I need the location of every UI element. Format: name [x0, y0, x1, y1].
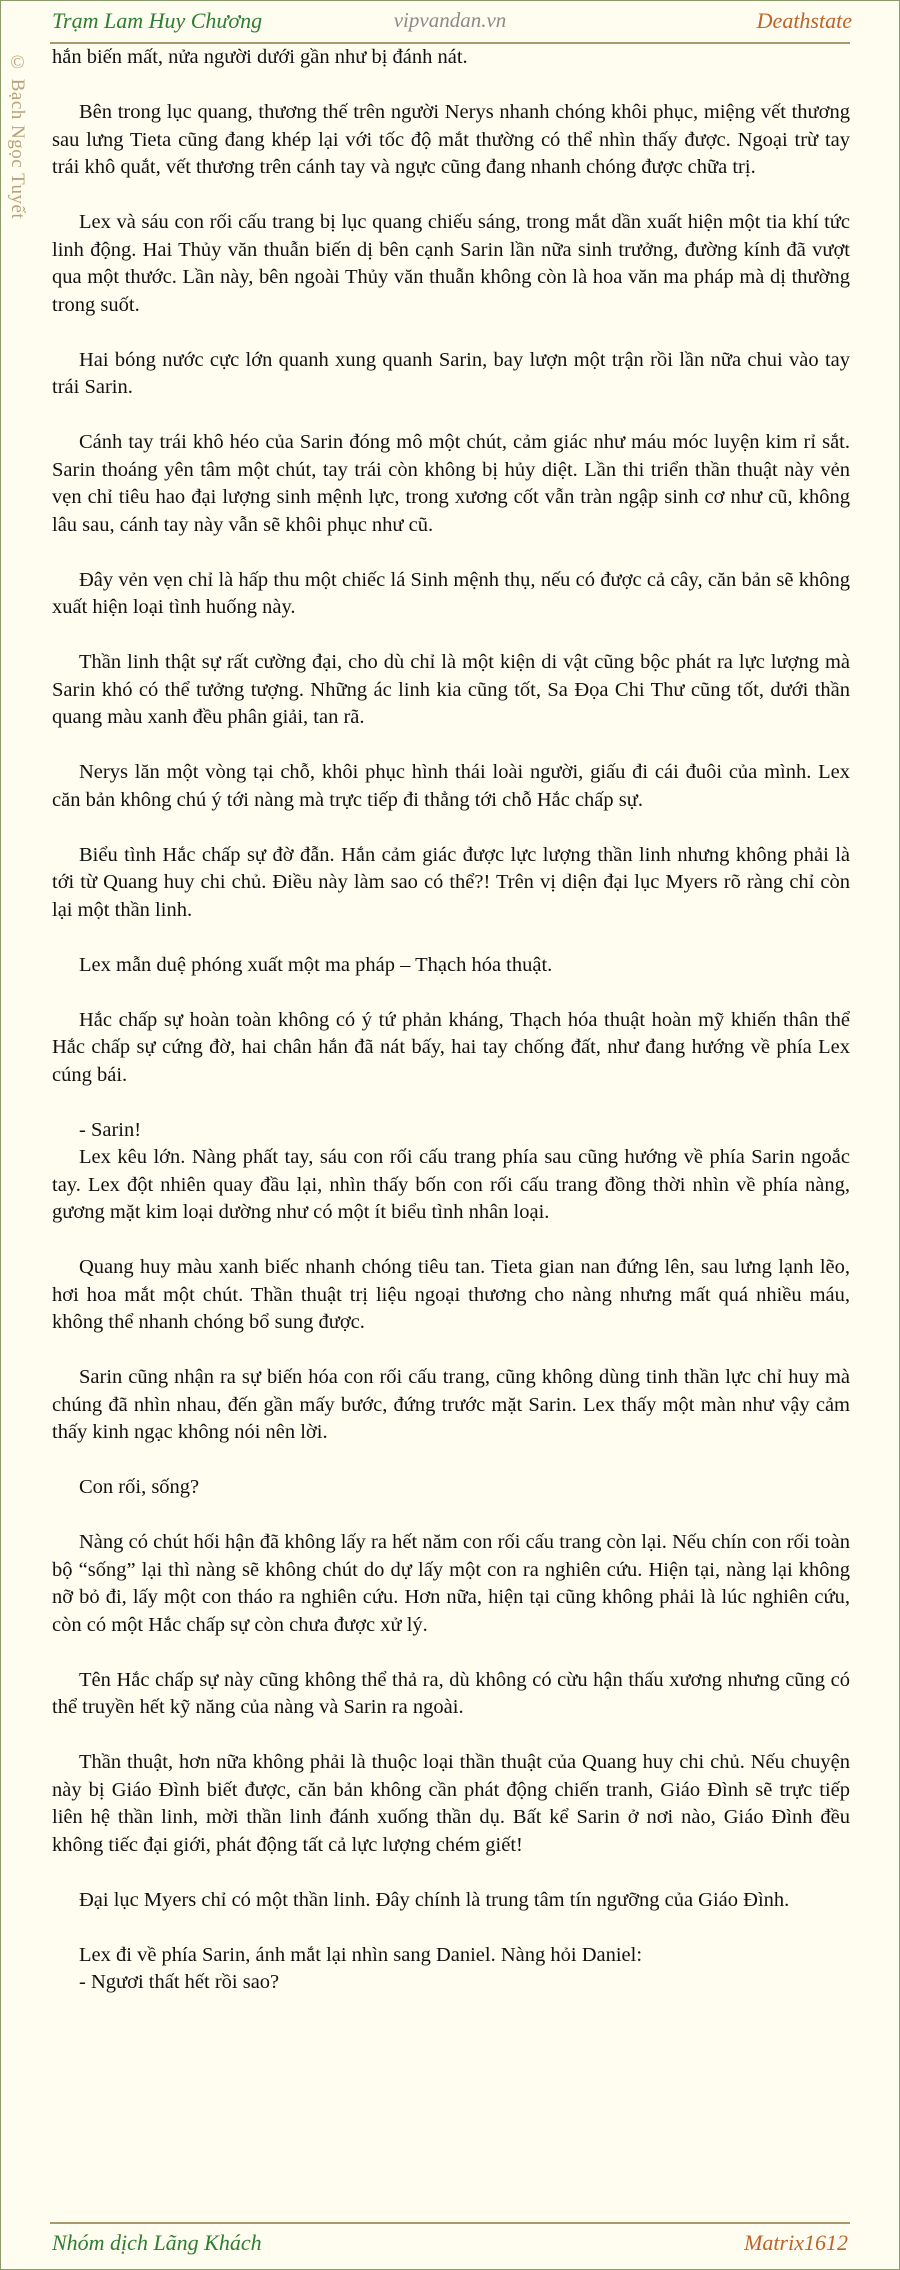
paragraph: Con rối, sống? [79, 1476, 200, 1498]
header-site-name: Trạm Lam Huy Chương [52, 8, 263, 33]
header-domain: vipvandan.vn [393, 8, 507, 32]
paragraph: Lex kêu lớn. Nàng phất tay, sáu con rối cấu trang phía sau cũng hướng về phía Sarin ngoắc tay. Lex đột nhiên quay đầu lại, nhìn thấy bốn con rối cấu trang đồng thời nhìn về phía nàng, gương mặt kim loại dường như có một ít biểu tình nhân loại. [52, 1146, 850, 1223]
paragraph: Biểu tình Hắc chấp sự đờ đẫn. Hắn cảm giác được lực lượng thần linh nhưng không phải là tới từ Quang huy chi chủ. Điều này làm sao có thể?! Trên vị diện đại lục Myers rõ ràng chỉ còn lại một thần linh. [52, 843, 850, 921]
paragraph: Lex mẫn duệ phóng xuất một ma pháp – Thạch hóa thuật. [79, 953, 553, 976]
paragraph: Nerys lăn một vòng tại chỗ, khôi phục hình thái loài người, giấu đi cái đuôi của mình. Lex căn bản không chú ý tới nàng mà trực tiếp đi thẳng tới chỗ Hắc chấp sự. [52, 761, 850, 811]
dialogue-line: - Ngươi thất hết rồi sao? [79, 1971, 280, 1993]
paragraph: Thần thuật, hơn nữa không phải là thuộc loại thần thuật của Quang huy chi chủ. Nếu chuyện này bị Giáo Đình biết được, căn bản không cần phát động chiến tranh, Giáo Đình sẽ trực tiếp liên hệ thần linh, mời thần linh đánh xuống thần dụ. Bất kể Sarin ở nơi nào, Giáo Đình đều không tiếc đại giới, phát động tất cả lực lượng chém giết! [52, 1751, 850, 1856]
header-book-title: Deathstate [756, 8, 852, 33]
paragraph: Nàng có chút hối hận đã không lấy ra hết năm con rối cấu trang còn lại. Nếu chín con rối toàn bộ “sống” lại thì nàng sẽ không chút do dự lấy một con ra nghiên cứu. Hiện tại, nàng lại không nỡ bỏ đi, lấy một con tháo ra nghiên cứu. Hơn nữa, hiện tại cũng không phải là lúc nghiên cứu, còn có một Hắc chấp sự còn chưa được xử lý. [52, 1531, 850, 1636]
page-header [0, 0, 900, 44]
paragraph: Sarin cũng nhận ra sự biến hóa con rối cấu trang, cũng không dùng tinh thần lực chỉ huy mà chúng đã nhìn nhau, đến gần mấy bước, đứng trước mặt Sarin. Lex thấy một màn như vậy cảm thấy kinh ngạc không nói nên lời. [52, 1366, 850, 1443]
footer-rule [50, 2222, 850, 2224]
paragraph: Bên trong lục quang, thương thế trên người Nerys nhanh chóng khôi phục, miệng vết thương sau lưng Tieta cũng đang khép lại với tốc độ mắt thường có thể nhìn thấy được. Ngoại trừ tay trái khô quắt, vết thương trên cánh tay và ngực cũng đang nhanh chóng được chữa trị. [52, 101, 850, 178]
footer-translator-group: Nhóm dịch Lãng Khách [52, 2230, 262, 2255]
chapter-body [52, 44, 850, 1997]
footer-uploader: Matrix1612 [744, 2230, 848, 2255]
paragraph: Tên Hắc chấp sự này cũng không thể thả ra, dù không có cừu hận thấu xương nhưng cũng có thể truyền hết kỹ năng của nàng và Sarin ra ngoài. [52, 1668, 850, 1718]
paragraph: Lex đi về phía Sarin, ánh mắt lại nhìn sang Daniel. Nàng hỏi Daniel: [79, 1943, 643, 1966]
paragraph: Quang huy màu xanh biếc nhanh chóng tiêu tan. Tieta gian nan đứng lên, sau lưng lạnh lẽo, hơi hoa mắt một chút. Thần thuật trị liệu ngoại thương cho nàng nhưng mất quá nhiều máu, không thể nhanh chóng bổ sung được. [52, 1256, 850, 1333]
paragraph: Đây vẻn vẹn chỉ là hấp thu một chiếc lá Sinh mệnh thụ, nếu có được cả cây, căn bản sẽ không xuất hiện loại tình huống này. [52, 568, 850, 618]
paragraph: Cánh tay trái khô héo của Sarin đóng mô một chút, cảm giác như máu móc luyện kim rỉ sắt. Sarin thoáng yên tâm một chút, tay trái còn không bị hủy diệt. Lần thi triển thần thuật này vẻn vẹn chỉ tiêu hao đại lượng sinh mệnh lực, trong xương cốt vẫn tràn ngập sinh cơ như cũ, không lâu sau, cánh tay này vẫn sẽ khôi phục như cũ. [52, 431, 850, 536]
paragraph: Thần linh thật sự rất cường đại, cho dù chỉ là một kiện di vật cũng bộc phát ra lực lượng mà Sarin khó có thể tưởng tượng. Những ác linh kia cũng tốt, Sa Đọa Chi Thư cũng tốt, dưới thần quang màu xanh đều phân giải, tan rã. [52, 651, 850, 728]
paragraph: hắn biến mất, nửa người dưới gần như bị đánh nát. [52, 46, 468, 68]
paragraph: Hắc chấp sự hoàn toàn không có ý tứ phản kháng, Thạch hóa thuật hoàn mỹ khiến thân thể Hắc chấp sự cứng đờ, hai chân hắn đã nát bấy, hai tay chống đất, như đang hướng về phía Lex cúng bái. [52, 1008, 850, 1086]
paragraph: Lex và sáu con rối cấu trang bị lục quang chiếu sáng, trong mắt dần xuất hiện một tia khí tức linh động. Hai Thủy văn thuẫn biến dị bên cạnh Sarin lần nữa sinh trưởng, đường kính đã vượt qua một thước. Lần này, bên ngoài Thủy văn thuẫn không còn là hoa văn ma pháp mà dị thường trong suốt. [52, 211, 850, 316]
paragraph: Đại lục Myers chỉ có một thần linh. Đây chính là trung tâm tín ngưỡng của Giáo Đình. [79, 1888, 790, 1911]
dialogue-line: - Sarin! [79, 1118, 142, 1141]
copyright-watermark: © Bạch Ngọc Tuyết [7, 52, 28, 220]
paragraph: Hai bóng nước cực lớn quanh xung quanh Sarin, bay lượn một trận rồi lần nữa chui vào tay trái Sarin. [52, 348, 850, 398]
